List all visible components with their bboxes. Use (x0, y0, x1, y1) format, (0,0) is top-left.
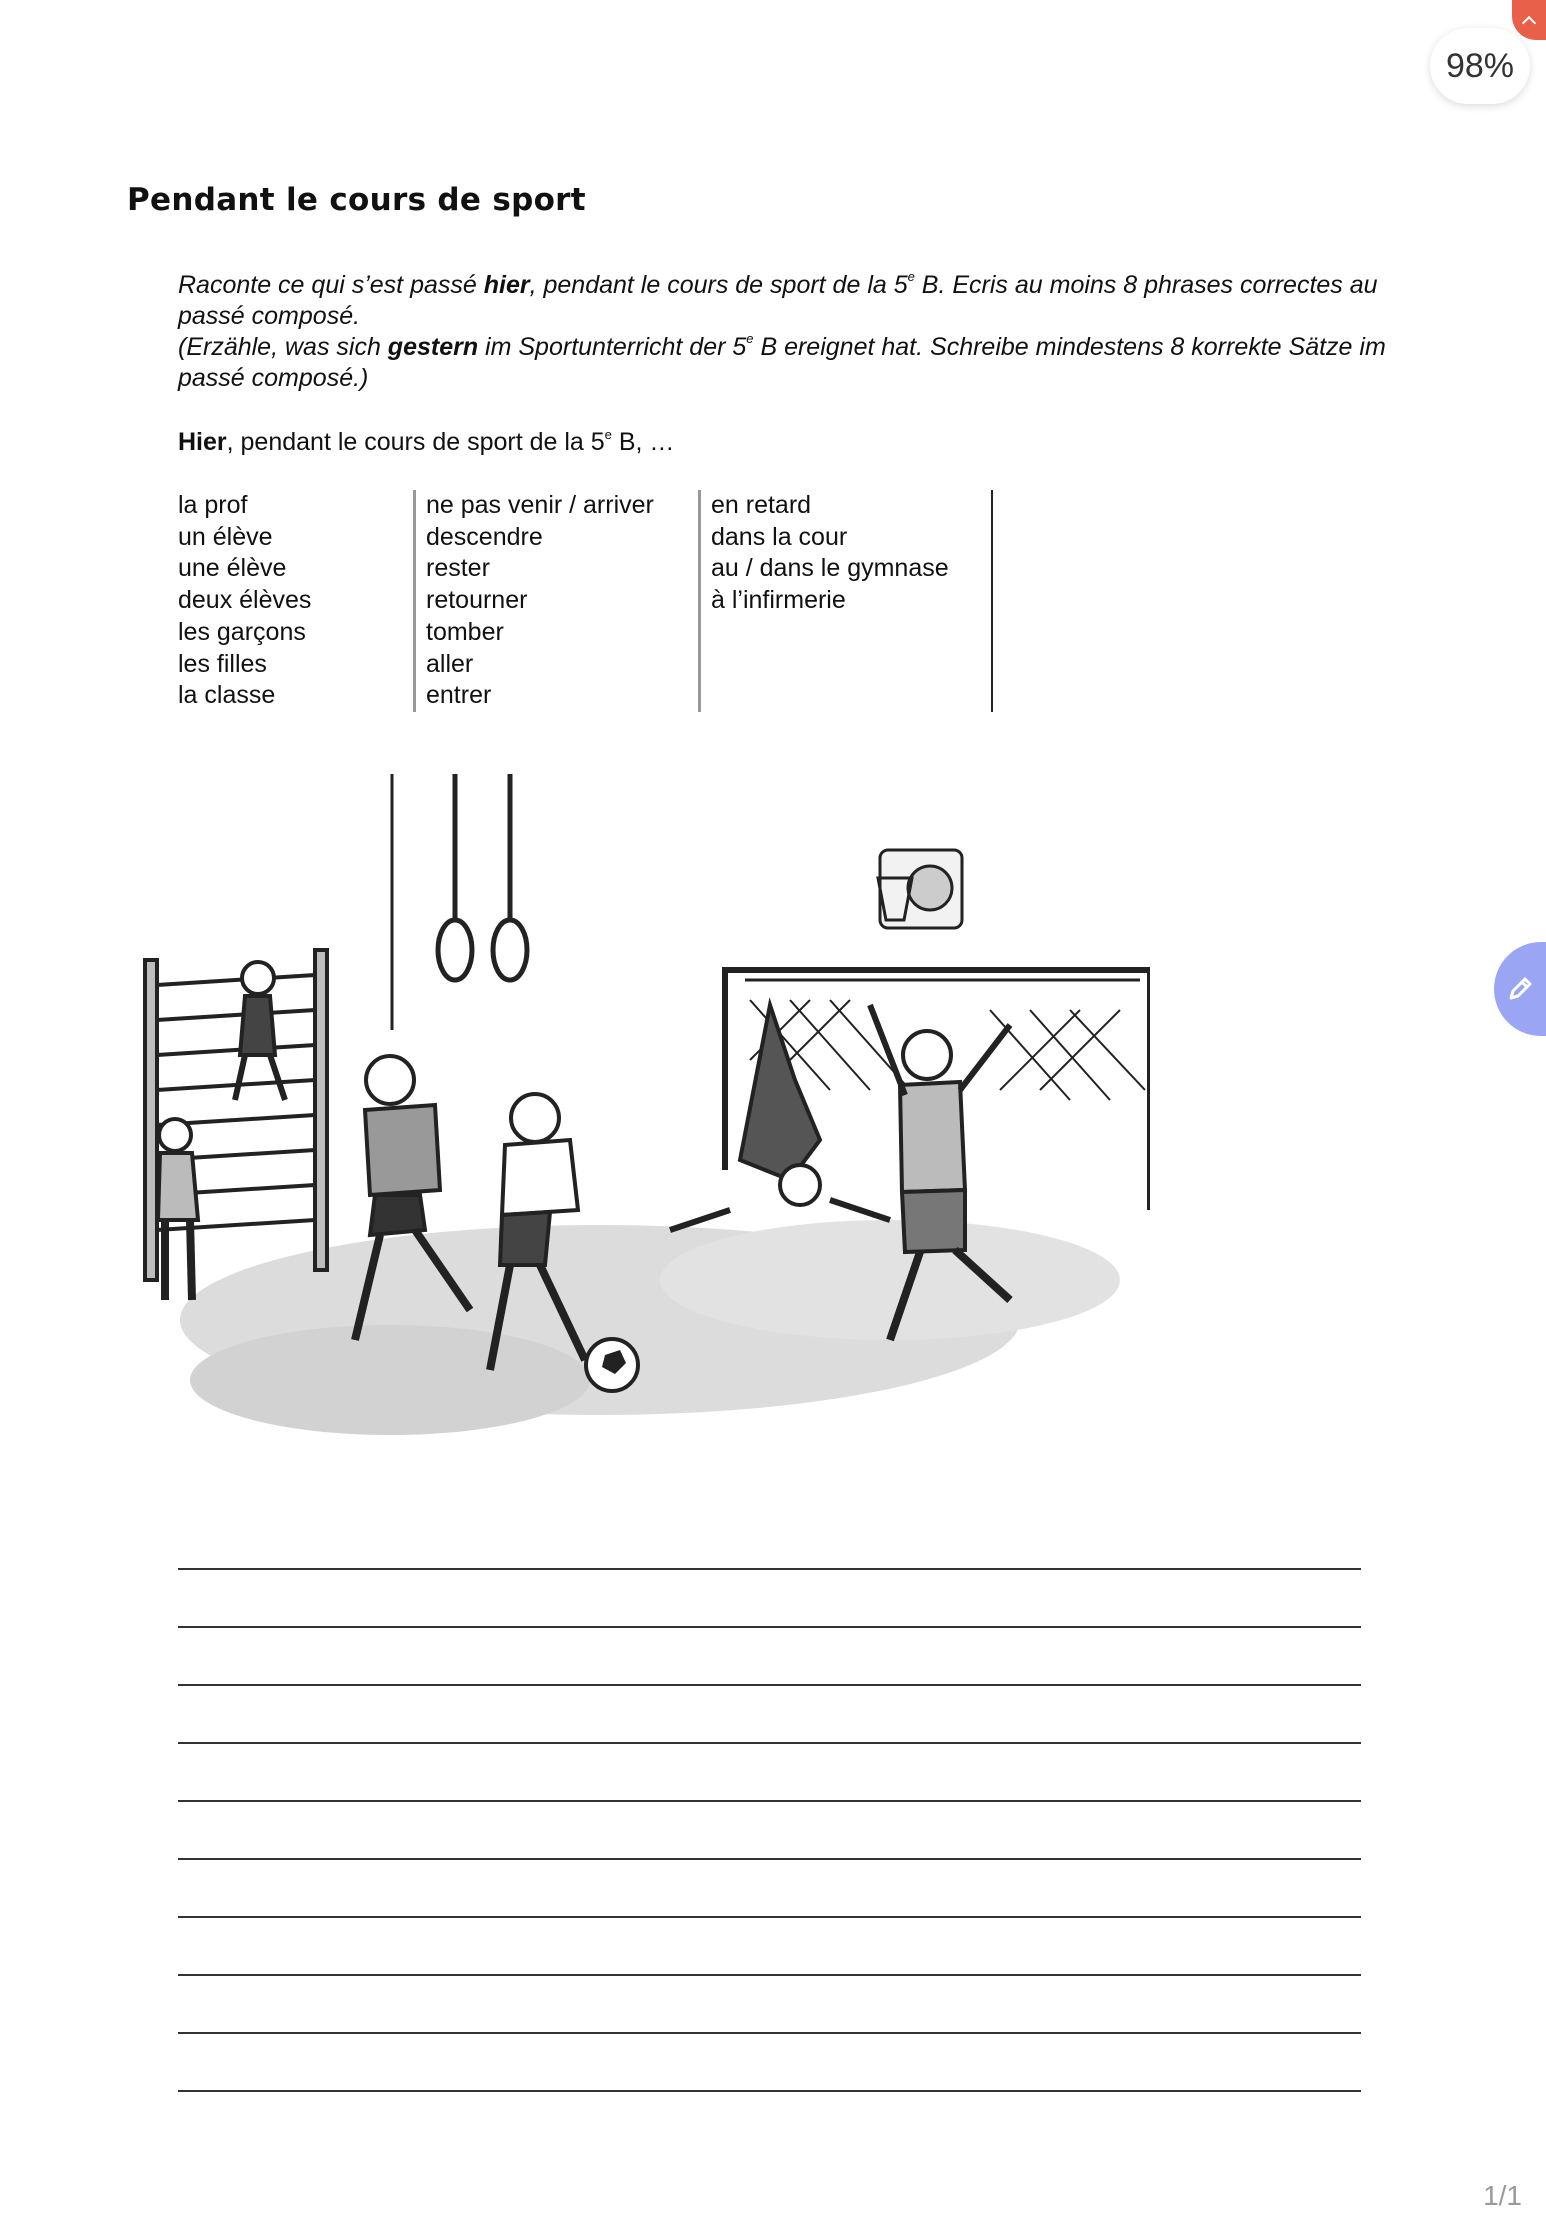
answer-line[interactable] (178, 1628, 1361, 1686)
vocab-verb: ne pas venir / arriver (426, 491, 654, 519)
sentence-starter: Hier, pendant le cours de sport de la 5e B, … (178, 427, 675, 456)
answer-line[interactable] (178, 1570, 1361, 1628)
gymnasium-illustration (130, 760, 1150, 1450)
subjects-column (178, 490, 413, 712)
vocab-subject: deux élèves (178, 586, 312, 615)
answer-lines (178, 1512, 1361, 2092)
vocab-subject: la prof (178, 491, 248, 519)
answer-line[interactable] (178, 2034, 1361, 2092)
vocab-verb: tomber (426, 617, 504, 646)
wall-bars (145, 950, 327, 1280)
vocab-place: dans la cour (711, 522, 848, 551)
annotate-button[interactable] (1494, 942, 1546, 1036)
instructions (178, 270, 1388, 394)
answer-line[interactable] (178, 1686, 1361, 1744)
vocab-subject: un élève (178, 522, 273, 551)
places-column (698, 490, 993, 712)
answer-line[interactable] (178, 1802, 1361, 1860)
zoom-level: 98% (1445, 46, 1515, 85)
vocab-subject: les filles (178, 649, 267, 678)
vocab-place: en retard (711, 491, 812, 519)
answer-line[interactable] (178, 1860, 1361, 1918)
worksheet-title: Pendant le cours de sport (127, 182, 586, 218)
answer-line[interactable] (178, 1512, 1361, 1570)
vocab-verb: retourner (426, 586, 528, 615)
answer-line[interactable] (178, 1918, 1361, 1976)
basketball-hoop (878, 850, 962, 928)
vocab-place: à l’infirmerie (711, 586, 846, 615)
instruction-german: (Erzähle, was sich gestern im Sportunterricht der 5e B ereignet hat. Schreibe mindestens 8 korrekte Sätze im passé composé.) (178, 331, 1386, 392)
vocab-verb: entrer (426, 681, 492, 710)
vocab-subject: une élève (178, 554, 287, 583)
verbs-column (413, 490, 708, 712)
zoom-indicator[interactable] (1430, 28, 1530, 104)
soccer-ball (586, 1339, 638, 1391)
vocab-verb: rester (426, 554, 490, 583)
collapse-toolbar-button[interactable] (1512, 0, 1546, 40)
vocab-verb: aller (426, 649, 474, 678)
vocab-verb: descendre (426, 522, 543, 551)
instruction-french: Raconte ce qui s’est passé hier, pendant le cours de sport de la 5e B. Ecris au moins 8 phrases correctes au passé composé. (178, 269, 1378, 330)
rings (392, 774, 527, 1030)
page-indicator: 1/1 (1483, 2180, 1522, 2211)
answer-line[interactable] (178, 1976, 1361, 2034)
vocab-subject: la classe (178, 681, 276, 710)
answer-line[interactable] (178, 1744, 1361, 1802)
pen-icon (1505, 974, 1535, 1004)
vocab-subject: les garçons (178, 617, 306, 646)
vocab-place: au / dans le gymnase (711, 554, 949, 583)
